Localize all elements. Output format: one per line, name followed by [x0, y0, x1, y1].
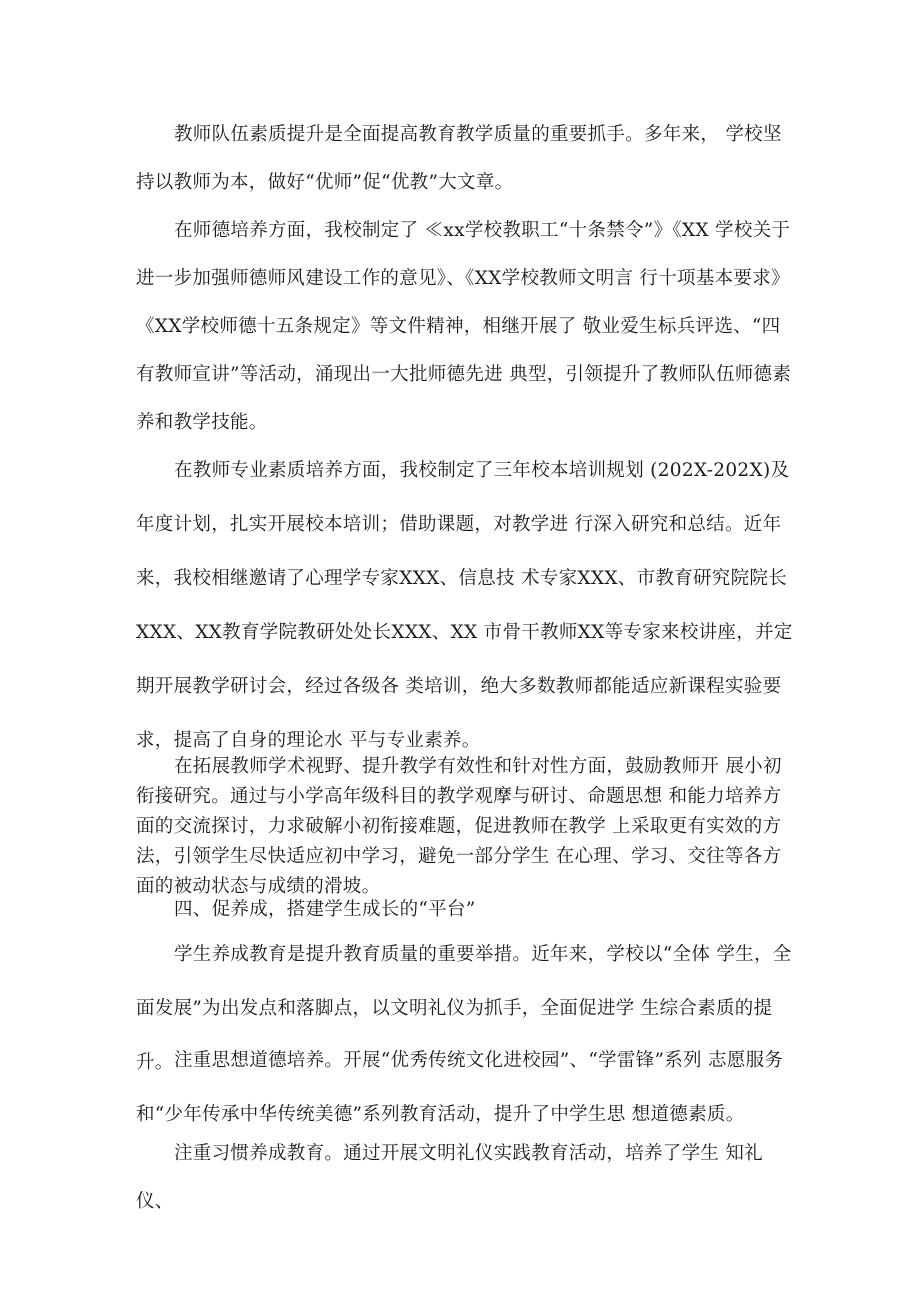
paragraph-habit-education: 学生养成教育是提升教育质量的重要举措。近年来，学校以“全体 学生，全面发展”为出发点和落脚点，以文明礼仪为抓手，全面促进学 生综合素质的提升。: [136, 944, 792, 1073]
paragraph-habit-formation: 注重习惯养成教育。通过开展文明礼仪实践教育活动，培养了学生 知礼仪、: [136, 1143, 763, 1212]
paragraph-teacher-quality: 教师队伍素质提升是全面提高教育教学质量的重要抓手。多年来， 学校坚持以教师为本，做好“优师”促“优教”大文章。: [136, 124, 782, 193]
paragraph-academic-vision: 在拓展教师学术视野、提升教学有效性和针对性方面，鼓励教师开 展小初衔接研究。通过与小学高年级科目的教学观摩与研讨、命题思想 和能力培养方面的交流探讨，力求破解小初衔接难题，促进教师在教学 上采取更有实效的方法，引领学生尽快适应初中学习，避免一部分学生 在心理、学习、交往等各方面的被动状态与成绩的滑坡。: [136, 756, 782, 897]
paragraph-ethics-training: 在师德培养方面，我校制定了 ≪xx学校教职工“十条禁令”》《XX 学校关于进一步加强师德师风建设工作的意见》、《XX学校教师文明言 行十项基本要求》《XX学校师德十五条规定》等文件精神，相继开展了 敬业爱生标兵评选、“四有教师宣讲”等活动，涌现出一大批师德先进 典型，引领提升了教师队伍师德素养和教学技能。: [136, 220, 792, 433]
paragraph-moral-education: 注重思想道德培养。开展“优秀传统文化进校园”、“学雷锋”系列 志愿服务和“少年传承中华传统美德”系列教育活动，提升了中学生思 想道德素质。: [136, 1050, 784, 1125]
paragraph-professional-training: 在教师专业素质培养方面，我校制定了三年校本培训规划 (202X-202X)及年度计划，扎实开展校本培训；借助课题，对教学进 行深入研究和总结。近年来，我校相继邀请了心理学专家XXX、信息技 术专家XXX、市教育研究院院长XXX、XX教育学院教研处处长XXX、XX 市骨干教师XX等专家来校讲座，并定期开展教学研讨会，经过各级各 类培训，绝大多数教师都能适应新课程实验要求，提高了自身的理论水 平与专业素养。: [136, 460, 793, 751]
section-heading-student-growth: 四、促养成，搭建学生成长的“平台”: [174, 899, 476, 920]
